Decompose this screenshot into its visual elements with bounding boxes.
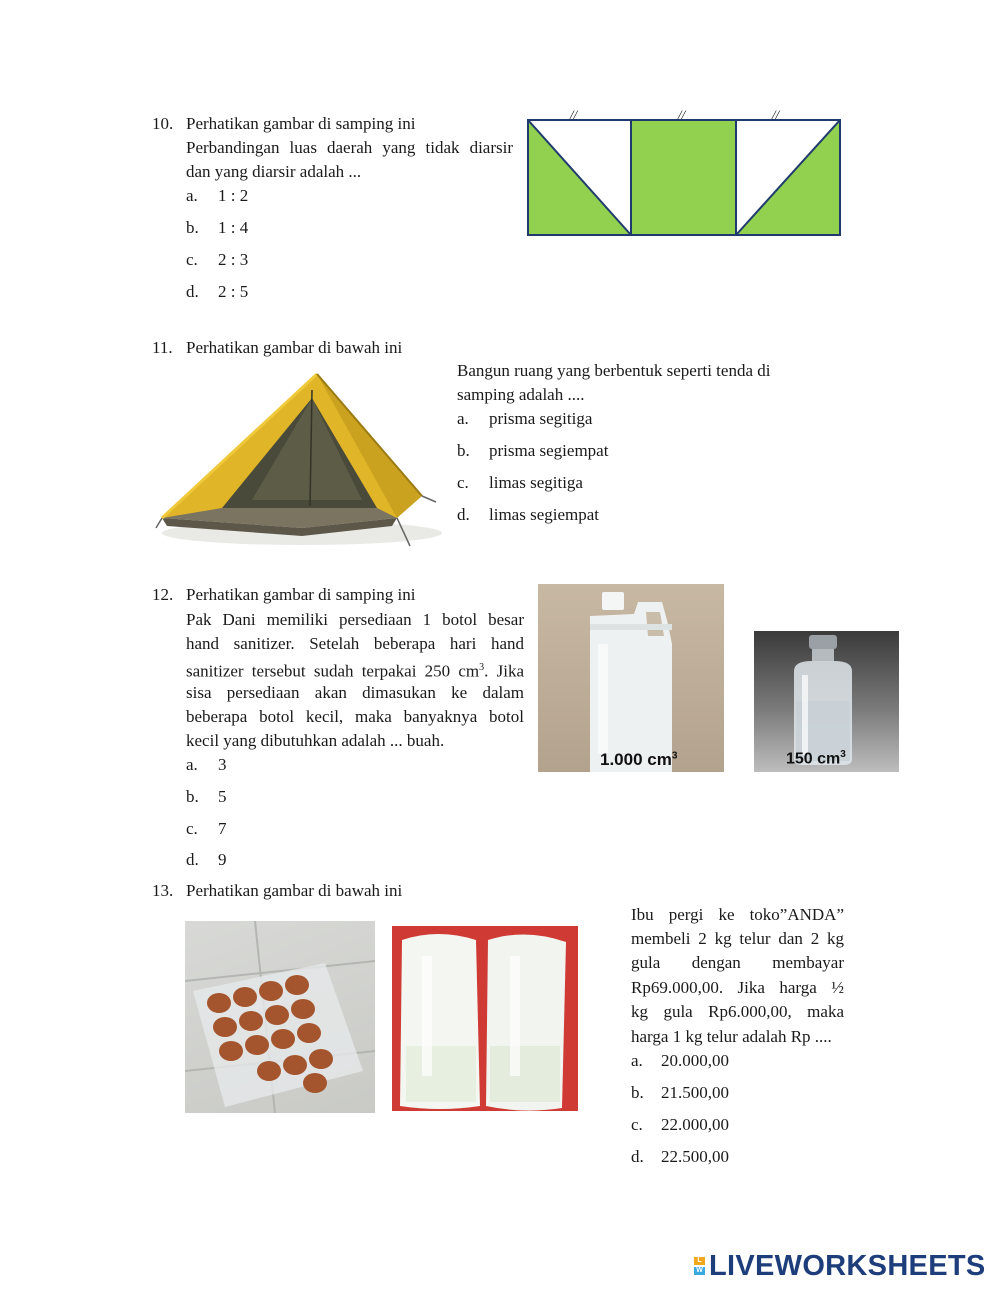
q11-option-d[interactable]: d. limas segiempat: [457, 505, 600, 524]
q10-option-d[interactable]: d. 2 : 5: [186, 282, 249, 301]
q12-title: Perhatikan gambar di samping ini: [186, 585, 416, 604]
liveworksheets-badge-icon: L W: [694, 1256, 705, 1276]
q12-body-line-5: beberapa botol kecil, maka banyaknya botol: [186, 707, 524, 726]
q13-option-b[interactable]: b. 21.500,00: [631, 1083, 729, 1102]
q10-tick-3: //: [772, 107, 780, 122]
q11-option-c[interactable]: c. limas segitiga: [457, 473, 583, 492]
q10-middle-shaded-square: [631, 120, 736, 235]
q12-number: 12.: [152, 585, 174, 604]
q12-option-d[interactable]: d. 9: [186, 850, 227, 869]
q10-shaded-rectangle-figure: [520, 104, 850, 244]
q13-question-line-4: Rp69.000,00. Jika harga ½: [631, 978, 844, 997]
q10-tick-1: //: [570, 107, 578, 122]
q11-number: 11.: [152, 338, 173, 357]
q13-question-line-1: Ibu pergi ke toko”ANDA”: [631, 905, 844, 924]
q13-number: 13.: [152, 881, 174, 900]
q12-option-c[interactable]: c. 7: [186, 819, 227, 838]
q12-body-line-4: sisa persediaan akan dimasukan ke dalam: [186, 683, 524, 702]
sugar-bags-icon: [392, 926, 578, 1111]
q12-big-bottle-image: [538, 584, 724, 772]
q11-option-a[interactable]: a. prisma segitiga: [457, 409, 593, 428]
q10-option-b[interactable]: b. 1 : 4: [186, 218, 249, 237]
q11-question-line-2: samping adalah ....: [457, 385, 585, 404]
q12-small-bottle-image: [754, 631, 899, 772]
q12-body-line-3: sanitizer tersebut sudah terpakai 250 $cm^3$. Jika: [186, 661, 524, 681]
liveworksheets-brand: LIVEWORKSHEETS: [709, 1249, 986, 1282]
q13-question-line-6: harga 1 kg telur adalah Rp ....: [631, 1027, 832, 1046]
q13-question-line-5: kg gula Rp6.000,00, maka: [631, 1002, 844, 1021]
q10-line-2: Perbandingan luas daerah yang tidak diarsir: [186, 138, 513, 157]
liveworksheets-logo[interactable]: [694, 1250, 986, 1282]
q13-title: Perhatikan gambar di bawah ini: [186, 881, 403, 900]
q10-line-3: dan yang diarsir adalah ...: [186, 162, 362, 181]
q13-eggs-image: [185, 921, 375, 1113]
q13-question-line-3: gula dengan membayar: [631, 953, 844, 972]
q12-body-line-2: hand sanitizer. Setelah beberapa hari hand: [186, 634, 524, 653]
q10-option-c[interactable]: c. 2 : 3: [186, 250, 249, 269]
q10-tick-2: //: [678, 107, 686, 122]
q12-option-b[interactable]: b. 5: [186, 787, 227, 806]
q11-option-b[interactable]: b. prisma segiempat: [457, 441, 609, 460]
q10-option-a[interactable]: a. 1 : 2: [186, 186, 249, 205]
q13-question-line-2: membeli 2 kg telur dan 2 kg: [631, 929, 844, 948]
eggs-tray-icon: [185, 921, 375, 1113]
q11-question-line-1: Bangun ruang yang berbentuk seperti tenda di: [457, 361, 771, 380]
q13-sugar-image: [392, 926, 578, 1111]
q13-option-a[interactable]: a. 20.000,00: [631, 1051, 729, 1070]
q13-option-c[interactable]: c. 22.000,00: [631, 1115, 729, 1134]
q13-option-d[interactable]: d. 22.500,00: [631, 1147, 729, 1166]
q12-body-line-1: Pak Dani memiliki persediaan 1 botol besar: [186, 610, 524, 629]
big-bottle-icon: [538, 584, 724, 772]
q11-tent-image: [152, 368, 442, 553]
q12-small-bottle-label: 150 $cm^3$: [786, 749, 846, 768]
q12-body-line-6: kecil yang dibutuhkan adalah ... buah.: [186, 731, 445, 750]
q12-big-bottle-label: 1.000 $cm^3$: [600, 750, 678, 769]
q12-option-a[interactable]: a. 3: [186, 755, 227, 774]
q10-line-1: Perhatikan gambar di samping ini: [186, 114, 416, 133]
q11-title: Perhatikan gambar di bawah ini: [186, 338, 403, 357]
q10-number: 10.: [152, 114, 174, 133]
